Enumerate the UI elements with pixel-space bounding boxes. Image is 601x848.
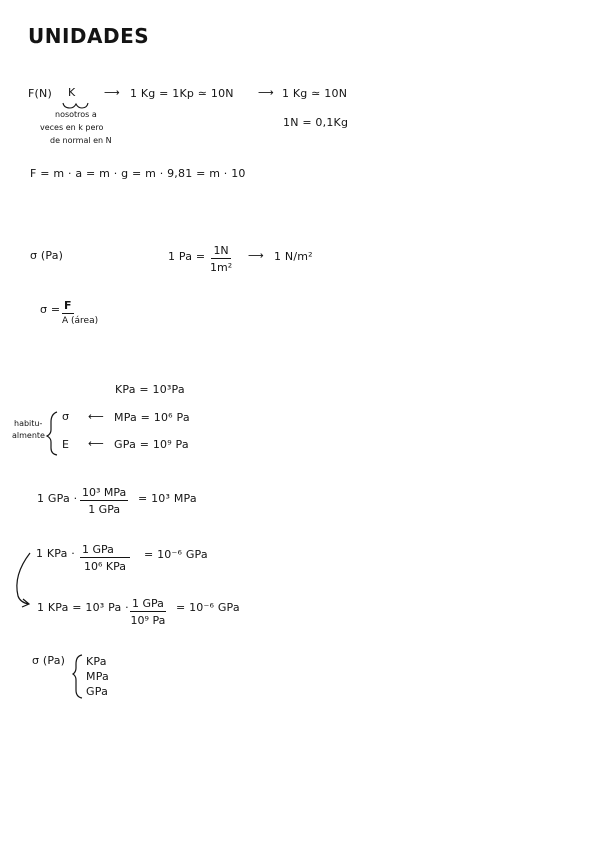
- summary-item: GPa: [86, 685, 109, 698]
- fraction-denominator: 10⁶ KPa: [83, 560, 126, 573]
- modulus-symbol: E: [62, 438, 70, 451]
- conversion-fraction: [80, 486, 128, 516]
- side-note-line: almente: [12, 431, 45, 440]
- fraction-numerator: 1 GPa: [80, 543, 130, 558]
- summary-item: KPa: [86, 655, 107, 668]
- force-equivalence: 1 Kg = 1Kp ≃ 10N: [130, 87, 234, 100]
- left-brace-icon: [73, 655, 82, 698]
- sigma-symbol: σ: [62, 410, 70, 423]
- kilo-label: K: [68, 86, 76, 99]
- conversion-rhs: = 10⁻⁶ GPa: [176, 601, 240, 614]
- conversion-rhs: = 10⁻⁶ GPa: [144, 548, 208, 561]
- conversion-lhs: 1 KPa ·: [36, 547, 75, 560]
- arrow-left-icon: ⟵: [88, 437, 104, 450]
- fraction-numerator: 1 GPa: [132, 597, 164, 610]
- pascal-definition-rhs: 1 N/m²: [274, 250, 313, 263]
- side-note-line: veces en k pero: [40, 123, 104, 132]
- kilopascal-equivalence: KPa = 10³Pa: [115, 383, 185, 396]
- page-title: UNIDADES: [28, 24, 150, 48]
- arrow-right-icon: ⟶: [258, 86, 274, 99]
- fraction-denominator: 1 GPa: [88, 503, 121, 516]
- newton-to-kg: 1N = 0,1Kg: [283, 116, 349, 129]
- stress-fraction: [62, 299, 98, 326]
- fraction-denominator: 1m²: [210, 261, 233, 274]
- stress-formula-lhs: σ =: [40, 303, 61, 316]
- arrow-right-icon: ⟶: [104, 86, 120, 99]
- side-note-line: de normal en N: [50, 136, 112, 145]
- force-formula: F = m · a = m · g = m · 9,81 = m · 10: [30, 167, 246, 180]
- underbrace-icon: [63, 103, 88, 108]
- pascal-definition-lhs: 1 Pa =: [168, 250, 206, 263]
- pascal-fraction: [210, 244, 232, 274]
- left-brace-icon: [47, 412, 57, 455]
- force-unit-label: F(N): [28, 87, 52, 100]
- side-note-line: nosotros a: [55, 110, 97, 119]
- conversion-fraction: [130, 597, 166, 627]
- fraction-denominator: A (área): [62, 316, 99, 326]
- gigapascal-equivalence: GPa = 10⁹ Pa: [114, 438, 189, 451]
- megapascal-equivalence: MPa = 10⁶ Pa: [114, 411, 190, 424]
- fraction-denominator: 10⁹ Pa: [130, 614, 166, 627]
- conversion-rhs: = 10³ MPa: [138, 492, 197, 505]
- fraction-numerator: 1N: [213, 244, 229, 257]
- conversion-lhs: 1 GPa ·: [37, 492, 78, 505]
- force-equivalence-2: 1 Kg ≃ 10N: [282, 87, 348, 100]
- stress-unit-label: σ (Pa): [30, 249, 64, 262]
- fraction-numerator: 10³ MPa: [82, 486, 127, 499]
- conversion-fraction: [80, 543, 130, 573]
- curved-arrow-icon: [17, 553, 30, 604]
- side-note-line: habitu-: [14, 419, 43, 428]
- fraction-numerator: F: [64, 299, 72, 312]
- summary-item: MPa: [86, 670, 109, 683]
- conversion-lhs: 1 KPa = 10³ Pa ·: [37, 601, 129, 614]
- arrow-right-icon: ⟶: [248, 249, 264, 262]
- arrow-left-icon: ⟵: [88, 410, 104, 423]
- summary-label: σ (Pa): [32, 654, 66, 667]
